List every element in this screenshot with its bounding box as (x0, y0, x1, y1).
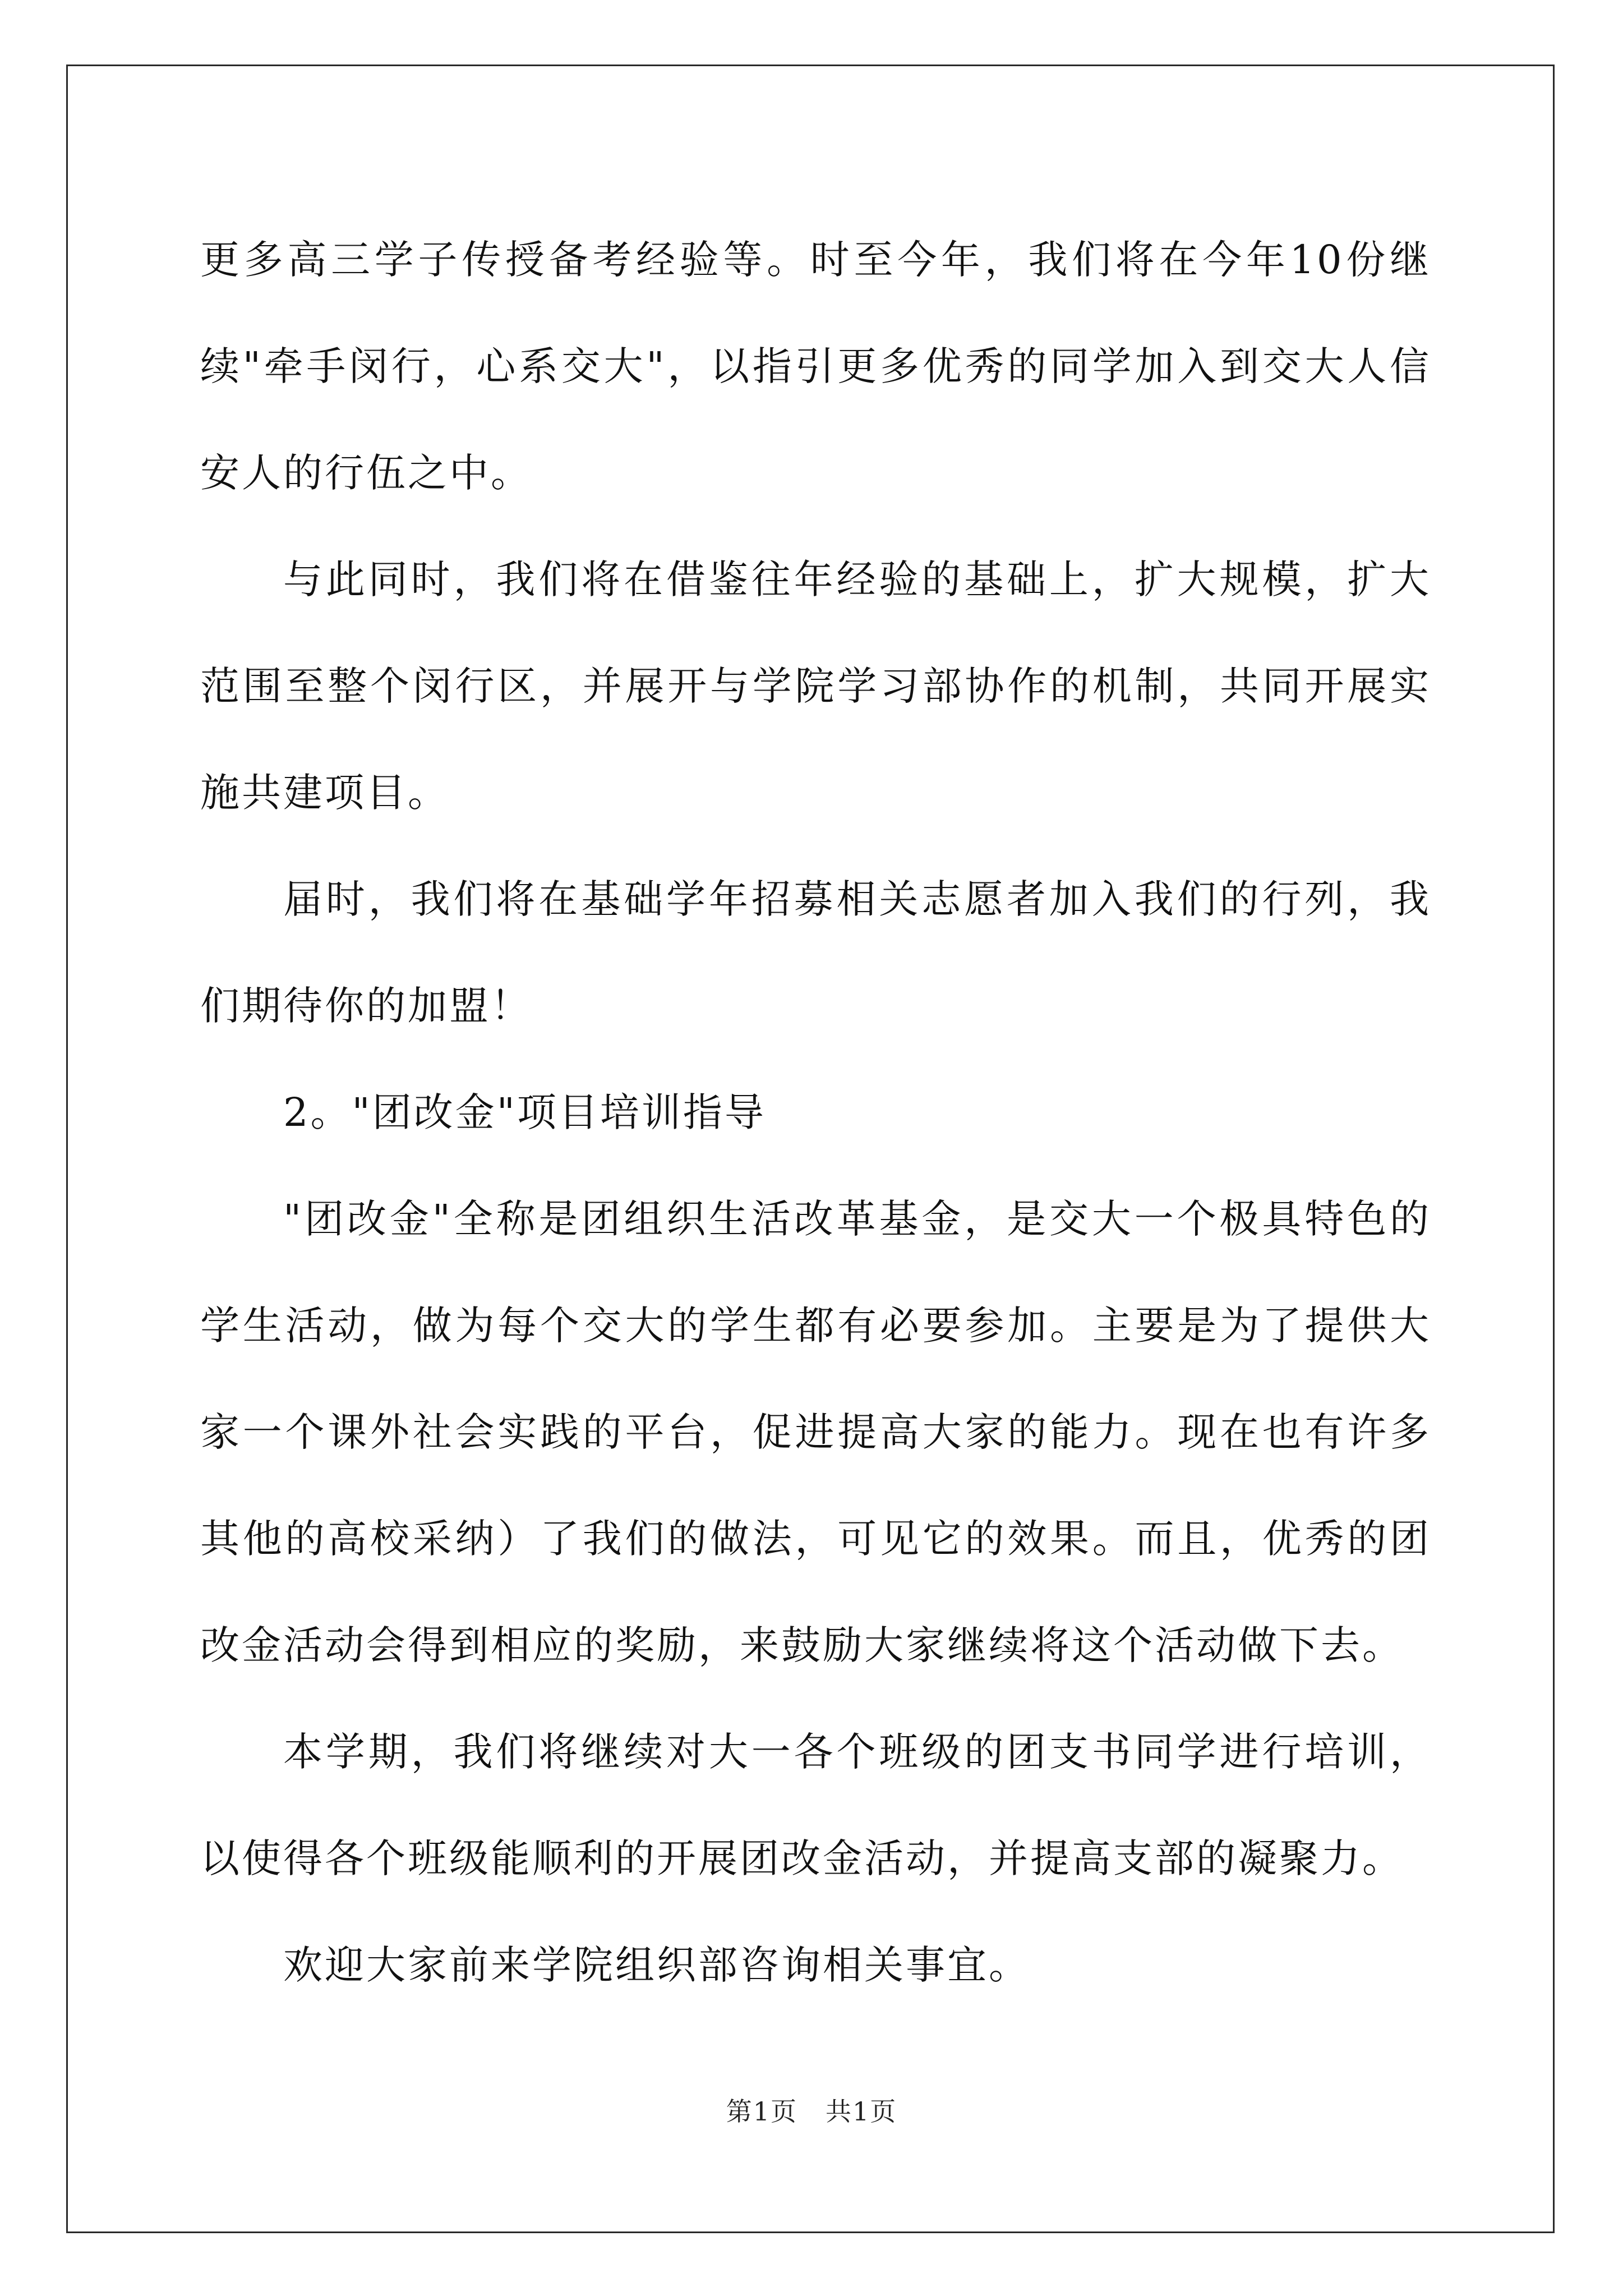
paragraph-continuation: 更多高三学子传授备考经验等。时至今年，我们将在今年10份继续"牵手闵行，心系交大"，以指引更多优秀的同学加入到交大人信安人的行伍之中。 (200, 237, 1431, 496)
paragraph-welcome: 欢迎大家前来学院组织部咨询相关事宜。 (283, 1942, 1030, 1988)
section-heading: 2。"团改金"项目培训指导 (283, 1089, 766, 1135)
page-number: 第1页 (726, 2096, 797, 2127)
page-footer (0, 2091, 1623, 2128)
paragraph-tuangaijin-intro: "团改金"全称是团组织生活改革基金，是交大一个极具特色的学生活动，做为每个交大的学生都有必要参加。主要是为了提供大家一个课外社会实践的平台，促进提高大家的能力。现在也有许多其他的高校采纳）了我们的做法，可见它的效果。而且，优秀的团改金活动会得到相应的奖励，来鼓励大家继续将这个活动做下去。 (200, 1196, 1431, 1668)
document-body (200, 206, 1431, 2018)
paragraph-volunteers: 届时，我们将在基础学年招募相关志愿者加入我们的行列，我们期待你的加盟！ (200, 876, 1431, 1029)
page-total: 共1页 (826, 2096, 897, 2127)
paragraph-expansion: 与此同时，我们将在借鉴往年经验的基础上，扩大规模，扩大范围至整个闵行区，并展开与学院学习部协作的机制，共同开展实施共建项目。 (200, 556, 1431, 816)
paragraph-training: 本学期，我们将继续对大一各个班级的团支书同学进行培训，以使得各个班级能顺利的开展团改金活动，并提高支部的凝聚力。 (200, 1729, 1431, 1881)
